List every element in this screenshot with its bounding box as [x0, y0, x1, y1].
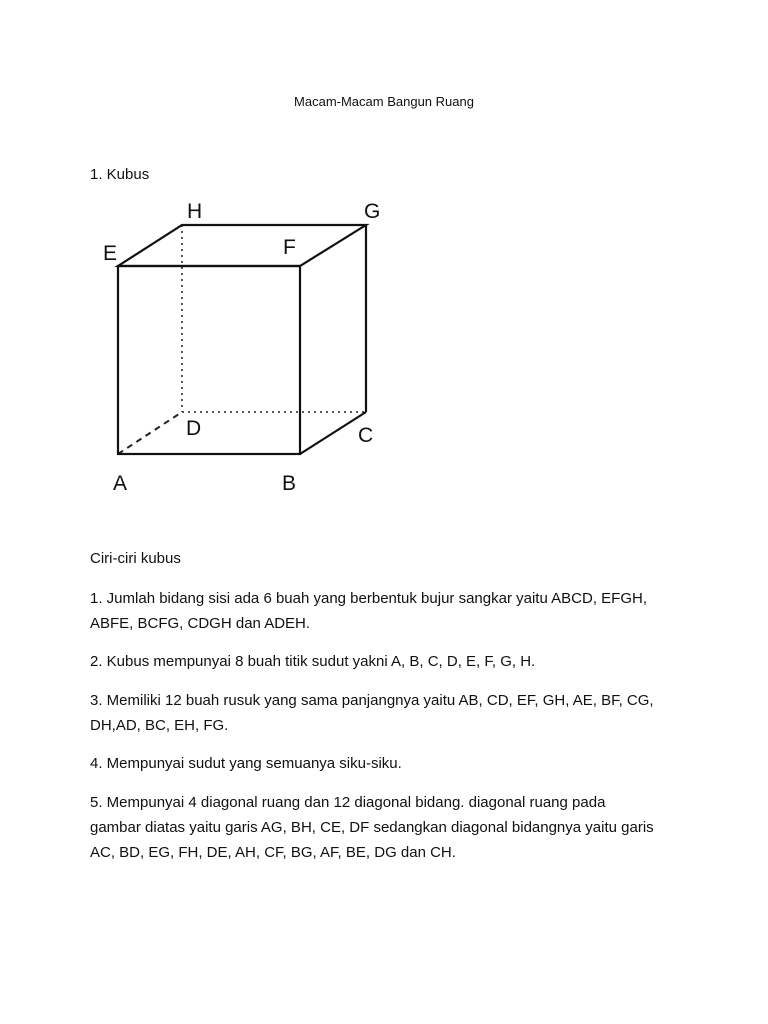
features-heading: Ciri-ciri kubus	[90, 550, 181, 567]
feature-item-3	[90, 688, 690, 738]
section-heading-kubus: 1. Kubus	[90, 166, 150, 183]
vertex-label-d: D	[186, 417, 202, 440]
face-top	[118, 225, 366, 266]
feature-item-1	[90, 586, 690, 636]
vertex-label-c: C	[358, 424, 374, 447]
vertex-label-e: E	[103, 242, 118, 265]
feature-line: 2. Kubus mempunyai 8 buah titik sudut yakni A, B, C, D, E, F, G, H.	[90, 653, 536, 670]
cube-figure	[90, 190, 430, 510]
vertex-label-g: G	[364, 200, 381, 223]
edge-ad-hidden	[118, 412, 182, 454]
vertex-label-h: H	[187, 200, 203, 223]
feature-line: 4. Mempunyai sudut yang semuanya siku-siku.	[90, 755, 402, 772]
feature-item-2	[90, 649, 690, 674]
feature-line: 3. Memiliki 12 buah rusuk yang sama panjangnya yaitu AB, CD, EF, GH, AE, BF, CG,	[90, 692, 654, 709]
face-front	[118, 266, 300, 454]
feature-line: DH,AD, BC, EH, FG.	[90, 717, 229, 734]
vertex-label-b: B	[282, 472, 297, 495]
feature-item-4	[90, 751, 690, 776]
feature-line: AC, BD, EG, FH, DE, AH, CF, BG, AF, BE, DG dan CH.	[90, 844, 456, 861]
feature-line: ABFE, BCFG, CDGH dan ADEH.	[90, 615, 311, 632]
page-title: Macam-Macam Bangun Ruang	[294, 94, 474, 109]
edge-bc	[300, 412, 366, 454]
vertex-label-f: F	[283, 236, 296, 259]
vertex-label-a: A	[113, 472, 128, 495]
feature-line: 5. Mempunyai 4 diagonal ruang dan 12 diagonal bidang. diagonal ruang pada	[90, 794, 606, 811]
feature-item-5	[90, 790, 690, 865]
feature-line: gambar diatas yaitu garis AG, BH, CE, DF sedangkan diagonal bidangnya yaitu garis	[90, 819, 654, 836]
cube-diagram	[90, 190, 430, 510]
feature-line: 1. Jumlah bidang sisi ada 6 buah yang berbentuk bujur sangkar yaitu ABCD, EFGH,	[90, 590, 647, 607]
